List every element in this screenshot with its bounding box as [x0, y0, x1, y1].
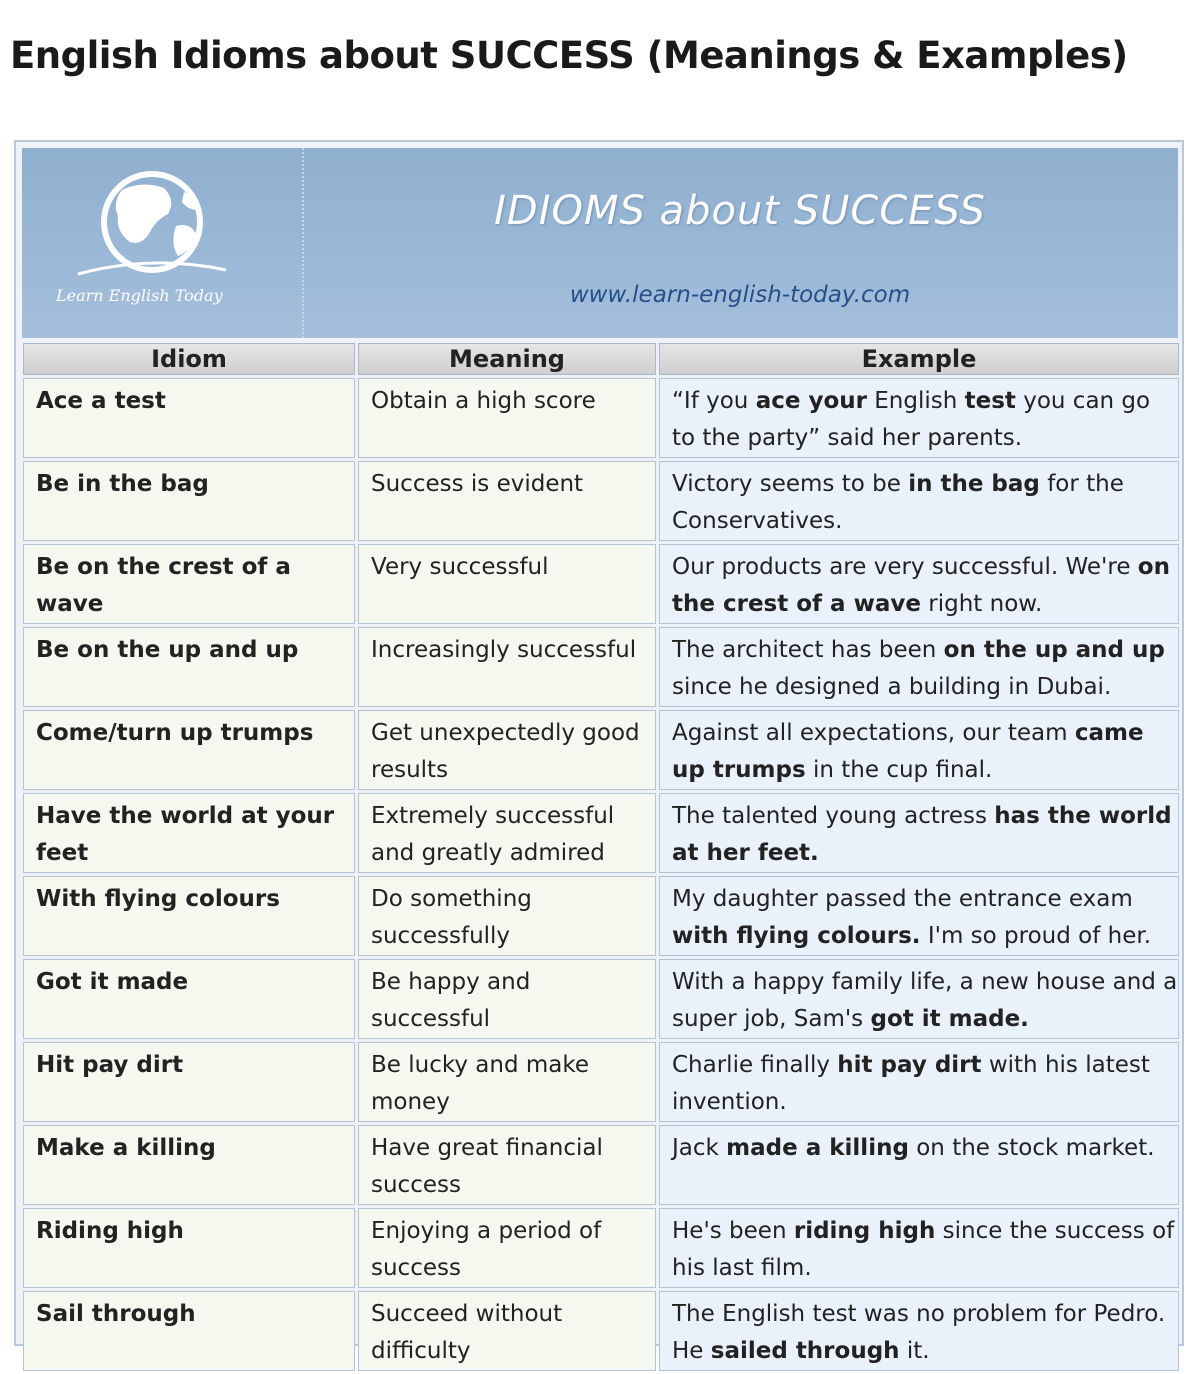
example-idiom-highlight: on the crest of a wave	[672, 554, 1170, 617]
example-text: it.	[899, 1338, 930, 1364]
table-row	[23, 1125, 1179, 1205]
example-cell	[659, 793, 1179, 873]
example-cell	[659, 1208, 1179, 1288]
meaning-cell: Do something successfully	[358, 876, 656, 956]
example-cell	[659, 876, 1179, 956]
example-idiom-highlight: sailed through	[710, 1338, 900, 1364]
banner-heading: IDIOMS about SUCCESS	[494, 188, 986, 234]
page-title: English Idioms about SUCCESS (Meanings & Examples)	[10, 34, 1128, 77]
example-cell	[659, 378, 1179, 458]
idioms-card	[14, 140, 1184, 1364]
idiom-cell: Got it made	[23, 959, 355, 1039]
table-row	[23, 1208, 1179, 1288]
website-url: www.learn-english-today.com	[569, 282, 911, 308]
example-cell	[659, 710, 1179, 790]
example-text: since the success of his last film.	[672, 1218, 1175, 1281]
table-row	[23, 876, 1179, 956]
banner	[22, 148, 1178, 338]
example-idiom-highlight: on the up and up	[943, 637, 1165, 663]
logo	[22, 148, 304, 338]
example-text: With a happy family life, a new house and a super job, Sam's	[672, 969, 1178, 1032]
example-text: I'm so proud of her.	[920, 923, 1152, 949]
example-idiom-highlight: hit pay dirt	[837, 1052, 982, 1078]
table-row	[23, 959, 1179, 1039]
idiom-cell: With flying colours	[23, 876, 355, 956]
table-row	[23, 1291, 1179, 1371]
example-text: Charlie finally	[672, 1052, 838, 1078]
example-text: Victory seems to be	[672, 471, 909, 497]
idiom-cell: Be in the bag	[23, 461, 355, 541]
table-row	[23, 544, 1179, 624]
globe-icon	[72, 170, 232, 280]
table-row	[23, 1042, 1179, 1122]
meaning-cell: Success is evident	[358, 461, 656, 541]
example-cell	[659, 627, 1179, 707]
example-idiom-highlight: got it made.	[870, 1006, 1029, 1032]
example-text: English	[866, 388, 965, 414]
idiom-cell: Have the world at your feet	[23, 793, 355, 873]
example-text: since he designed a building in Dubai.	[672, 674, 1112, 700]
example-text: The architect has been	[672, 637, 944, 663]
example-idiom-highlight: riding high	[793, 1218, 936, 1244]
example-text: Jack	[672, 1135, 727, 1161]
meaning-cell: Succeed without difficulty	[358, 1291, 656, 1371]
example-text: “If you	[672, 388, 756, 414]
column-header-meaning: Meaning	[358, 343, 656, 375]
idiom-cell: Make a killing	[23, 1125, 355, 1205]
meaning-cell: Enjoying a period of success	[358, 1208, 656, 1288]
column-header-idiom: Idiom	[23, 343, 355, 375]
example-text: My daughter passed the entrance exam	[672, 886, 1133, 912]
example-text: Our products are very successful. We're	[672, 554, 1138, 580]
table-row	[23, 378, 1179, 458]
example-cell	[659, 1042, 1179, 1122]
idiom-cell: Hit pay dirt	[23, 1042, 355, 1122]
example-text: right now.	[920, 591, 1043, 617]
example-text: you can go to the party” said her parents.	[672, 388, 1151, 451]
meaning-cell: Have great financial success	[358, 1125, 656, 1205]
example-text: Against all expectations, our team	[672, 720, 1075, 746]
table-row	[23, 710, 1179, 790]
example-text: with his latest invention.	[672, 1052, 1150, 1115]
example-text: on the stock market.	[908, 1135, 1155, 1161]
table-row	[23, 793, 1179, 873]
idiom-cell: Be on the crest of a wave	[23, 544, 355, 624]
example-cell	[659, 959, 1179, 1039]
example-idiom-highlight: has the world at her feet.	[672, 803, 1172, 866]
idiom-cell: Sail through	[23, 1291, 355, 1371]
column-header-example: Example	[659, 343, 1179, 375]
idioms-table	[20, 340, 1182, 1374]
example-idiom-highlight: test	[964, 388, 1016, 414]
table-row	[23, 461, 1179, 541]
example-text: The talented young actress	[672, 803, 995, 829]
idiom-cell: Ace a test	[23, 378, 355, 458]
table-header-row	[23, 343, 1179, 375]
logo-text: Learn English Today	[56, 286, 223, 305]
example-cell	[659, 1125, 1179, 1205]
example-idiom-highlight: made a killing	[726, 1135, 909, 1161]
idiom-cell: Riding high	[23, 1208, 355, 1288]
table-row	[23, 627, 1179, 707]
example-cell	[659, 1291, 1179, 1371]
meaning-cell: Very successful	[358, 544, 656, 624]
meaning-cell: Get unexpectedly good results	[358, 710, 656, 790]
example-idiom-highlight: ace your	[755, 388, 867, 414]
example-idiom-highlight: with flying colours.	[672, 923, 921, 949]
meaning-cell: Be lucky and make money	[358, 1042, 656, 1122]
idiom-cell: Be on the up and up	[23, 627, 355, 707]
example-cell	[659, 461, 1179, 541]
meaning-cell: Obtain a high score	[358, 378, 656, 458]
example-text: in the cup final.	[805, 757, 993, 783]
meaning-cell: Extremely successful and greatly admired	[358, 793, 656, 873]
example-text: for the Conservatives.	[672, 471, 1124, 534]
example-text: The English test was no problem for Pedro. He	[672, 1301, 1166, 1364]
example-idiom-highlight: in the bag	[908, 471, 1040, 497]
example-idiom-highlight: came up trumps	[672, 720, 1144, 783]
meaning-cell: Be happy and successful	[358, 959, 656, 1039]
example-text: He's been	[672, 1218, 794, 1244]
meaning-cell: Increasingly successful	[358, 627, 656, 707]
idiom-cell: Come/turn up trumps	[23, 710, 355, 790]
example-cell	[659, 544, 1179, 624]
